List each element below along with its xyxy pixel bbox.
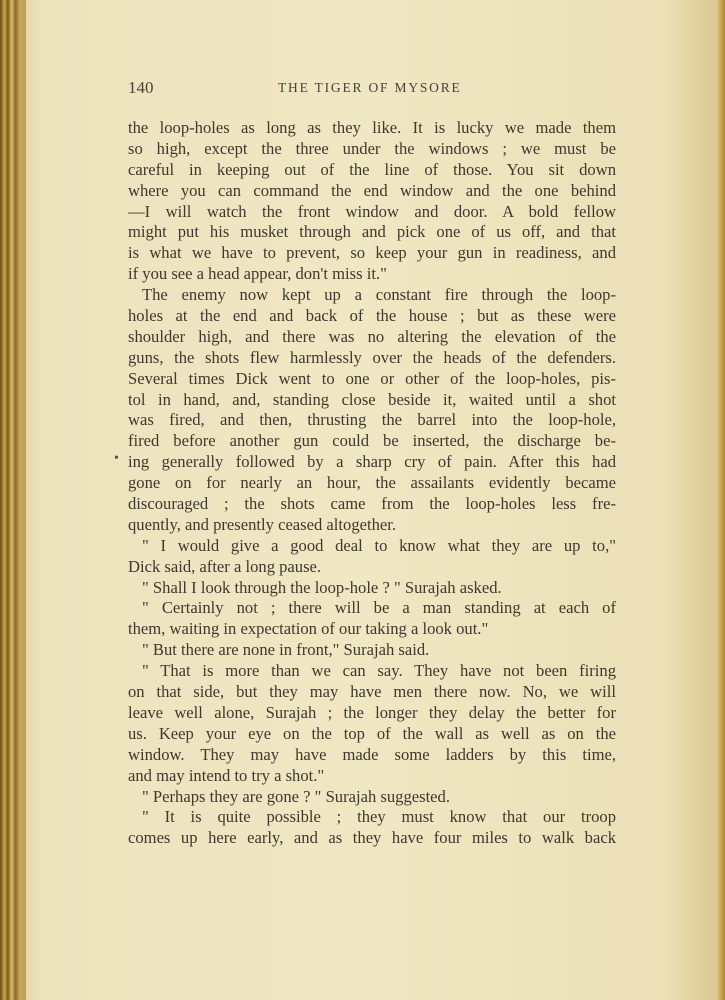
- page-header: [128, 78, 618, 102]
- text-line: " It is quite possible ; they must know that our troop: [142, 807, 616, 827]
- text-line: The enemy now kept up a constant fire through the loop-: [142, 285, 616, 305]
- text-line: " Shall I look through the loop-hole ? " Surajah asked.: [142, 577, 502, 597]
- page-edge-right: [715, 0, 725, 1000]
- text-line: might put his musket through and pick one of us off, and that: [128, 222, 616, 242]
- text-line: " Perhaps they are gone ? " Surajah suggested.: [142, 786, 450, 806]
- text-line: was fired, and then, thrusting the barrel into the loop-hole,: [128, 410, 616, 430]
- text-line: fired before another gun could be inserted, the discharge be-: [128, 431, 616, 451]
- text-line: shoulder high, and there was no altering the elevation of the: [128, 326, 616, 346]
- text-line: them, waiting in expectation of our taking a look out.": [128, 619, 489, 639]
- book-spine-gilt-edge: [0, 0, 26, 1000]
- text-line: the loop-holes as long as they like. It is lucky we made them: [128, 118, 616, 137]
- text-line: window. They may have made some ladders by this time,: [128, 744, 616, 764]
- text-line: guns, the shots flew harmlessly over the heads of the defenders.: [128, 347, 616, 367]
- text-line: " But there are none in front," Surajah said.: [142, 640, 430, 660]
- text-line: " Certainly not ; there will be a man standing at each of: [142, 598, 616, 618]
- text-line: if you see a head appear, don't miss it.": [128, 264, 387, 284]
- text-line: and may intend to try a shot.": [128, 765, 325, 785]
- text-line: leave well alone, Surajah ; the longer they delay the better for: [128, 702, 616, 722]
- text-line: " I would give a good deal to know what they are up to,": [142, 535, 616, 555]
- text-line: so high, except the three under the windows ; we must be: [128, 138, 616, 158]
- text-line: ing generally followed by a sharp cry of pain. After this had: [128, 452, 616, 472]
- text-line: careful in keeping out of the line of those. You sit down: [128, 159, 616, 179]
- page-number: 140: [128, 78, 154, 97]
- text-line: —I will watch the front window and door. A bold fellow: [128, 201, 616, 221]
- text-line: discouraged ; the shots came from the loop-holes less fre-: [128, 494, 616, 514]
- text-line: on that side, but they may have men there now. No, we will: [128, 682, 616, 702]
- text-line: quently, and presently ceased altogether.: [128, 514, 397, 534]
- margin-mark: •: [114, 451, 119, 466]
- text-line: gone on for nearly an hour, the assailants evidently became: [128, 473, 616, 493]
- text-line: " That is more than we can say. They have not been firing: [142, 661, 616, 681]
- text-line: tol in hand, and, standing close beside it, waited until a shot: [128, 389, 616, 409]
- text-line: Dick said, after a long pause.: [128, 556, 322, 576]
- text-line: where you can command the end window and the one behind: [128, 180, 616, 200]
- text-line: is what we have to prevent, so keep your gun in readiness, and: [128, 243, 616, 263]
- text-line: us. Keep your eye on the top of the wall as well as on the: [128, 723, 616, 743]
- body-text: [128, 118, 616, 849]
- text-line: Several times Dick went to one or other of the loop-holes, pis-: [128, 368, 616, 388]
- running-title: THE TIGER OF MYSORE: [278, 80, 462, 95]
- text-line: comes up here early, and as they have four miles to walk back: [128, 828, 616, 848]
- text-line: holes at the end and back of the house ; but as these were: [128, 306, 616, 326]
